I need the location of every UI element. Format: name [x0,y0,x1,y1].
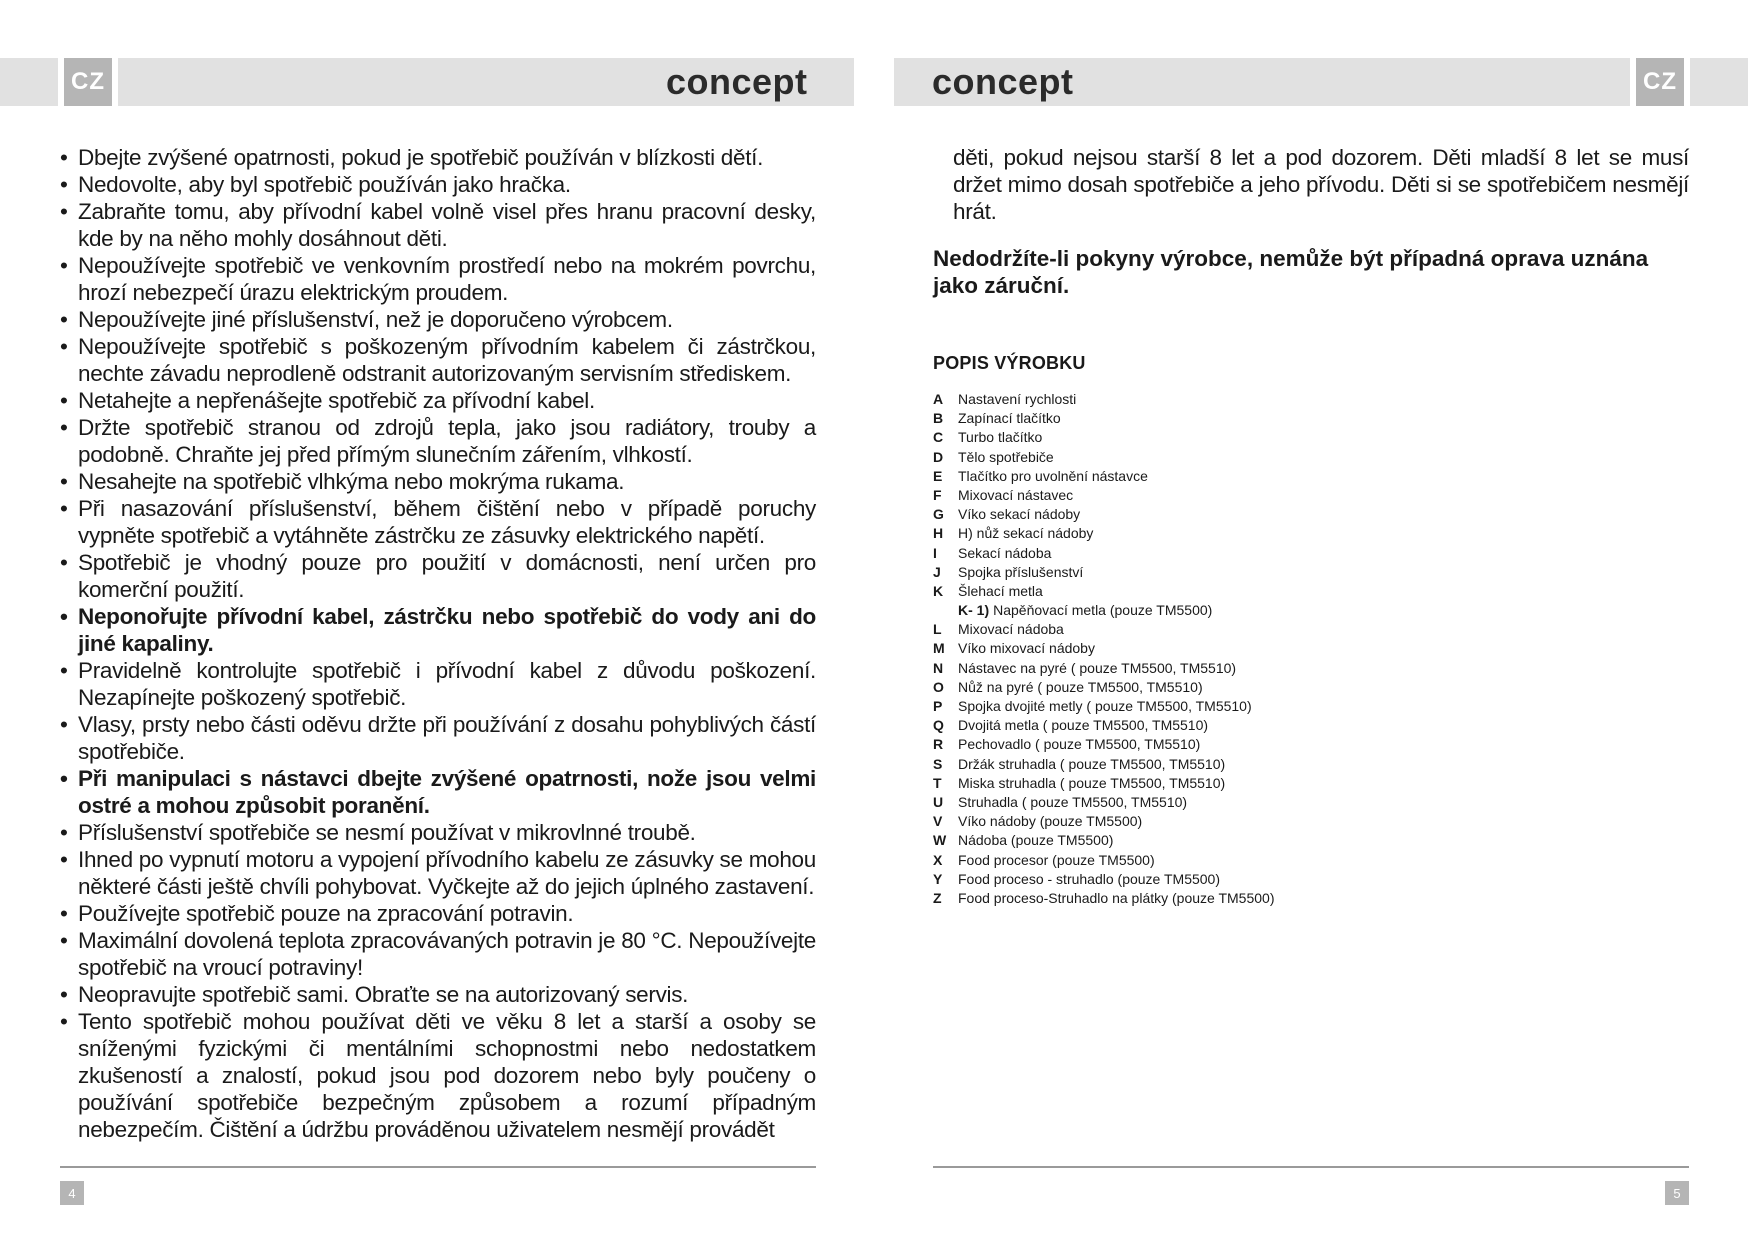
safety-instructions [60,144,816,1143]
part-item [933,793,1689,812]
page-number-right: 5 [1665,1181,1689,1205]
warranty-warning: Nedodržíte-li pokyny výrobce, nemůže být případná oprava uznána jako záruční. [933,246,1649,298]
part-description: Víko sekací nádoby [958,506,1081,523]
section-title: POPIS VÝROBKU [933,353,1086,373]
part-item [933,697,1689,716]
safety-item: • Používejte spotřebič pouze na zpracování potravin. [60,900,816,927]
safety-item: • Vlasy, prsty nebo části oděvu držte při používání z dosahu pohyblivých částí spotřebiče. [60,711,816,765]
part-item [933,524,1689,543]
part-letter: W [933,832,947,849]
part-description: Turbo tlačítko [958,429,1043,446]
language-badge-right: CZ [1636,58,1684,106]
lang-separator [1684,58,1690,106]
page-number-left: 4 [60,1181,84,1205]
part-letter: I [933,544,937,561]
part-letter: M [933,640,945,657]
part-sub-description: Napěňovací metla (pouze TM5500) [993,602,1213,619]
part-item [933,716,1689,735]
safety-item: • Při nasazování příslušenství, během čištění nebo v případě poruchy vypněte spotřebič a vytáhněte zástrčku ze zásuvky elektrického napětí. [60,495,816,549]
part-letter: Z [933,889,942,906]
part-description: Miska struhadla ( pouze TM5500, TM5510) [958,774,1226,791]
part-item [933,812,1689,831]
part-description: Food proceso - struhadlo (pouze TM5500) [958,870,1220,887]
part-description: Pechovadlo ( pouze TM5500, TM5510) [958,736,1201,753]
part-subitem [933,601,1689,620]
part-item [933,448,1689,467]
part-letter: Q [933,717,944,734]
safety-item: • Pravidelně kontrolujte spotřebič i přívodní kabel z důvodu poškození. Nezapínejte poškozený spotřebič. [60,657,816,711]
part-item [933,563,1689,582]
part-item [933,870,1689,889]
safety-item: • Příslušenství spotřebiče se nesmí používat v mikrovlnné troubě. [60,819,816,846]
part-letter: C [933,429,944,446]
footer-rule-right [933,1166,1689,1168]
part-sub-label: K- 1) [958,602,990,619]
lang-separator [112,58,118,106]
safety-item: • Dbejte zvýšené opatrnosti, pokud je spotřebič používán v blízkosti dětí. [60,144,816,171]
part-item [933,735,1689,754]
parts-list [933,390,1689,908]
safety-item: • Při manipulaci s nástavci dbejte zvýšené opatrnosti, nože jsou velmi ostré a mohou způsobit poranění. [60,765,816,819]
safety-item: • Zabraňte tomu, aby přívodní kabel volně visel přes hranu pracovní desky, kde by na něho mohly dosáhnout děti. [60,198,816,252]
continued-paragraph: děti, pokud nejsou starší 8 let a pod dozorem. Děti mladší 8 let se musí držet mimo dosah spotřebiče a jeho přívodu. Děti si se spotřebičem nesmějí hrát. [953,145,1689,224]
safety-item: • Netahejte a nepřenášejte spotřebič za přívodní kabel. [60,387,816,414]
part-description: Šlehací metla [958,582,1043,599]
part-item [933,755,1689,774]
language-badge-left: CZ [64,58,112,106]
safety-item: • Nedovolte, aby byl spotřebič používán jako hračka. [60,171,816,198]
safety-item: • Spotřebič je vhodný pouze pro použití v domácnosti, není určen pro komerční použití. [60,549,816,603]
footer-rule-left [60,1166,816,1168]
part-item [933,889,1689,908]
safety-item: • Maximální dovolená teplota zpracovávaných potravin je 80 °C. Nepoužívejte spotřebič na vroucí potraviny! [60,927,816,981]
part-letter: J [933,563,941,580]
part-item [933,390,1689,409]
part-letter: R [933,736,944,753]
part-description: Mixovací nástavec [958,486,1074,503]
part-item [933,582,1689,601]
safety-item: • Tento spotřebič mohou používat děti ve věku 8 let a starší a osoby se sníženými fyzickými či mentálními schopnostmi nebo nedostatkem zkušeností a znalostí, pokud jsou pod dozorem nebo byly poučeny o používání spotřebiče bezpečným způsobem a rozumí případným nebezpečím. Čištění a údržbu prováděnou uživatelem nesmějí provádět [60,1008,816,1143]
part-item [933,544,1689,563]
part-letter: E [933,467,943,484]
safety-item: • Neopravujte spotřebič sami. Obraťte se na autorizovaný servis. [60,981,816,1008]
part-description: Food proceso-Struhadlo na plátky (pouze TM5500) [958,889,1275,906]
part-description: Spojka dvojité metly ( pouze TM5500, TM5510) [958,698,1252,714]
right-page-content [933,144,1689,908]
part-letter: D [933,448,944,465]
part-item [933,620,1689,639]
spine-gap [854,58,894,106]
safety-item: • Nesahejte na spotřebič vlhkýma nebo mokrýma rukama. [60,468,816,495]
part-description: Tlačítko pro uvolnění nástavce [958,467,1148,484]
part-description: Víko mixovací nádoby [958,640,1095,657]
part-item [933,851,1689,870]
part-item [933,467,1689,486]
part-item [933,774,1689,793]
part-description: Food procesor (pouze TM5500) [958,851,1155,868]
part-letter: O [933,678,944,695]
part-description: Nastavení rychlosti [958,391,1077,407]
safety-item: • Nepoužívejte jiné příslušenství, než je doporučeno výrobcem. [60,306,816,333]
part-letter: U [933,793,944,810]
part-letter: B [933,410,944,427]
part-item [933,831,1689,850]
part-item [933,428,1689,447]
part-description: Struhadla ( pouze TM5500, TM5510) [958,793,1188,810]
part-letter: N [933,659,944,676]
part-description: Nástavec na pyré ( pouze TM5500, TM5510) [958,659,1237,676]
safety-item: • Nepoužívejte spotřebič s poškozeným přívodním kabelem či zástrčkou, nechte závadu neprodleně odstranit autorizovaným servisním střediskem. [60,333,816,387]
part-description: H) nůž sekací nádoby [958,525,1094,542]
part-letter: F [933,486,942,503]
part-description: Mixovací nádoba [958,621,1064,638]
safety-item: • Nepoužívejte spotřebič ve venkovním prostředí nebo na mokrém povrchu, hrozí nebezpečí úrazu elektrickým proudem. [60,252,816,306]
part-letter: X [933,851,943,868]
brand-logo-left: concept [666,61,808,102]
part-description: Nádoba (pouze TM5500) [958,832,1114,849]
part-description: Zapínací tlačítko [958,410,1061,427]
part-item [933,486,1689,505]
part-description: Nůž na pyré ( pouze TM5500, TM5510) [958,678,1203,695]
part-item [933,505,1689,524]
part-description: Dvojitá metla ( pouze TM5500, TM5510) [958,717,1209,734]
part-letter: H [933,525,944,542]
part-item [933,409,1689,428]
part-description: Tělo spotřebiče [958,448,1054,465]
part-letter: S [933,755,943,772]
part-letter: A [933,391,944,407]
part-description: Držák struhadla ( pouze TM5500, TM5510) [958,755,1226,772]
safety-item: • Neponořujte přívodní kabel, zástrčku nebo spotřebič do vody ani do jiné kapaliny. [60,603,816,657]
part-item [933,659,1689,678]
safety-list [60,144,816,1143]
part-letter: P [933,698,943,714]
safety-item: • Ihned po vypnutí motoru a vypojení přívodního kabelu ze zásuvky se mohou některé části ještě chvíli pohybovat. Vyčkejte až do jejich úplného zastavení. [60,846,816,900]
part-letter: Y [933,870,943,887]
part-letter: T [933,774,942,791]
part-item [933,639,1689,658]
part-letter: K [933,582,944,599]
part-letter: V [933,813,943,830]
part-item [933,678,1689,697]
safety-item: • Držte spotřebič stranou od zdrojů tepla, jako jsou radiátory, trouby a podobně. Chraňte jej před přímým slunečním zářením, vlhkostí. [60,414,816,468]
part-description: Sekací nádoba [958,544,1052,561]
part-letter: L [933,621,942,638]
brand-logo-right: concept [932,61,1074,102]
part-letter: G [933,506,944,523]
part-description: Víko nádoby (pouze TM5500) [958,813,1143,830]
part-description: Spojka příslušenství [958,563,1084,580]
